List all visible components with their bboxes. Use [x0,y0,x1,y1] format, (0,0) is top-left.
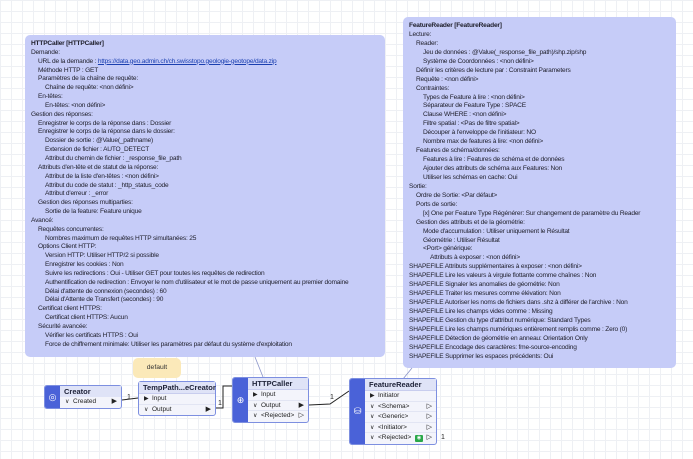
annotation-line: Ordre de Sortie: <Par défaut> [416,191,498,199]
node-title: FeatureReader [365,379,436,391]
annotation-line: Dossier de sortie : @Value(_pathname) [45,137,154,145]
annotation-line: Ajouter des attributs de schéma aux Features: Non [423,165,563,172]
annotation-line: Enregistrer le corps de la réponse dans : Dossier [38,119,172,127]
connection-httpcaller-featurereader [309,391,349,405]
annotation-line: Vérifier les certificats HTTPS : Oui [45,331,138,339]
feature-count: 1 [441,434,445,441]
annotation-line: Gestion des attributs et de la géométrie: [416,218,525,226]
annotation-line: Avancé: [31,216,54,224]
creator-node[interactable] [44,385,122,409]
annotation-leader-left [255,357,263,377]
annotation-line: Demande: [31,48,60,56]
port-created[interactable]: ∨ Created ▶ [65,398,117,405]
annotation-line: Attribut de la liste d'en-têtes : <non défini> [45,172,159,180]
annotation-line: Paramètres de la chaîne de requête: [38,75,139,83]
annotation-line: Attributs d'en-tête et de statut de la réponse: [38,163,159,171]
httpcaller-node[interactable] [232,377,309,423]
annotation-line: Clause WHERE : <non défini> [423,111,507,119]
creator-icon: ◎ [45,386,60,408]
database-icon: ⛁ [350,379,365,444]
annotation-title: HTTPCaller [HTTPCaller] [31,40,104,47]
default-annotation-bubble[interactable]: default [133,358,181,378]
annotation-line: Reader: [416,39,439,47]
annotation-line: Requête : <non défini> [416,75,479,83]
annotation-line: Attribut du chemin de fichier : _response_file_path [45,154,182,162]
annotation-line: Sécurité avancée: [38,323,88,330]
annotation-line: Ports de sortie: [416,200,458,208]
port-input[interactable]: ▶ Input [248,390,308,401]
temppath-node[interactable] [138,381,216,416]
port-output[interactable]: ∨ Output ▶ [144,405,211,413]
annotation-line: Enregistrer les cookies : Non [45,261,124,269]
port-generic[interactable]: ∨ <Generic> ▷ [365,412,436,423]
annotation-line: Sortie: [409,182,427,190]
annotation-line: Délai d'attente de connexion (secondes) : 60 [45,287,167,295]
annotation-line: SHAPEFILE Lire les valeurs à virgule flottante comme chaînes : Non [409,272,597,280]
annotation-line: Définir les critères de lecture par : Constraint Parameters [416,66,571,74]
annotation-line: Version HTTP: Utiliser HTTP/2 si possible [45,252,159,260]
port-rejected[interactable]: ∨ <Rejected> ◉ ▷ [370,434,432,441]
annotation-line: SHAPEFILE Signaler les anomalies de géométrie: Non [409,281,560,289]
annotation-line: Méthode HTTP : GET [38,66,99,74]
annotation-line: SHAPEFILE Lire les champs numériques entièrement remplis comme : Zero (0) [409,325,628,333]
annotation-line: Utiliser les schémas en cache: Oui [423,173,518,181]
url-link[interactable]: https://data.geo.admin.ch/ch.swisstopo.geologie-geotope/data.zip [97,57,277,65]
annotation-line: Délai d'Attente de Transfert (secondes) : 90 [45,296,164,304]
annotation-line: Gestion des réponses: [31,110,93,118]
annotation-line: Sortie de la feature: Feature unique [45,208,142,216]
node-title: Creator [60,386,121,397]
annotation-line: SHAPEFILE Détection de géométrie en anneau: Orientation Only [409,334,588,342]
port-initiator-input[interactable]: ▶ Initiator [365,391,436,402]
annotation-line: Options Client HTTP: [38,243,97,251]
feature-count: 1 [218,400,222,407]
annotation-line: Extension de fichier : AUTO_DETECT [45,146,150,154]
annotation-line: Contraintes: [416,84,450,92]
annotation-line: SHAPEFILE Attributs supplémentaires à exposer : <non défini> [409,263,582,271]
feature-count: 1 [127,394,131,401]
node-title: TempPath...eCreator [139,382,215,394]
annotation-line: Certificat client HTTPS: [38,305,102,313]
inspect-icon[interactable]: ◉ [416,434,422,441]
feature-count: 1 [330,394,334,401]
annotation-line: Géométrie : Utiliser Résultat [423,236,500,244]
annotation-line: [x] One per Feature Type Régénérer: Sur changement de paramètre du Reader [423,209,641,217]
annotation-line: SHAPEFILE Supprimer les espaces précédents: Oui [409,352,554,360]
annotation-line: Mode d'accumulation : Utiliser uniquement le Résultat [423,227,570,235]
annotation-line: Enregistrer le corps de la réponse dans le dossier: [38,128,175,136]
globe-icon: ⊕ [233,378,248,422]
annotation-line: <Port> générique: [423,245,473,253]
annotation-line: Attributs à exposer : <non défini> [430,254,520,262]
annotation-line: Requêtes concurrentes: [38,225,104,233]
annotation-line: Jeu de données : @Value(_response_file_path)/shp.zip/shp [423,48,587,56]
annotation-line: Nombre max de features à lire: <non défini> [423,138,544,146]
annotation-line: Système de Coordonnées : <non défini> [423,57,534,65]
annotation-title: FeatureReader [FeatureReader] [409,22,502,29]
annotation-line: Gestion des réponses multiparties: [38,199,133,207]
annotation-line: Authentification de redirection : Envoyer le nom d'utilisateur et le mot de passe uniquement au premier domaine [45,278,349,286]
annotation-line: Features de schéma/données: [416,147,500,155]
annotation-line: Suivre les redirections : Oui - Utiliser GET pour toutes les requêtes de redirection [45,269,265,277]
featurereader-node[interactable] [349,378,437,445]
annotation-line: En-têtes: <non défini> [45,101,106,109]
annotation-line: SHAPEFILE Autoriser les noms de fichiers dans .shz à différer de l'archive : Non [409,299,628,307]
annotation-line: Certificat client HTTPS: Aucun [45,314,128,322]
port-schema[interactable]: ∨ <Schema> ▷ [365,402,436,413]
annotation-line: Séparateur de Feature Type : SPACE [423,102,526,110]
port-rejected[interactable]: ∨ <Rejected> ▷ [253,412,304,419]
port-output[interactable]: ∨ Output ▶ [248,401,308,412]
annotation-line: Features à lire : Features de schéma et de données [423,156,565,164]
port-initiator-output[interactable]: ∨ <Initiator> ▷ [365,423,436,434]
annotation-line: URL de la demande : https://data.geo.admin.ch/ch.swisstopo.geologie-geotope/data.zip [38,57,277,65]
annotation-line: Types de Feature à lire : <non défini> [423,93,525,101]
annotation-line: Découper à l'enveloppe de l'initiateur: NO [423,129,536,137]
annotation-line: Attribut du code de statut : _http_status_code [45,181,169,189]
annotation-line: Attribut d'erreur : _error [45,190,109,198]
annotation-line: Chaîne de requête: <non défini> [45,84,134,92]
annotation-line: SHAPEFILE Traiter les mesures comme élévation: Non [409,290,561,298]
port-input[interactable]: ▶ Input [139,394,215,405]
annotation-line: En-têtes: [38,93,63,101]
annotation-line: Nombres maximum de requêtes HTTP simultanées: 25 [45,234,197,242]
annotation-line: Force de chiffrement minimale: Utiliser les paramètres par défaut du système d'exploitation [45,340,292,348]
annotation-line: Filtre spatial : <Pas de filtre spatial> [423,120,520,128]
annotation-line: Lecture: [409,30,432,38]
node-title: HTTPCaller [248,378,308,390]
annotation-line: SHAPEFILE Encodage des caractères: fme-source-encoding [409,343,577,351]
annotation-line: SHAPEFILE Gestion du type d'attribut numérique: Standard Types [409,316,591,324]
annotation-line: SHAPEFILE Lire les champs vides comme : Missing [409,308,553,315]
